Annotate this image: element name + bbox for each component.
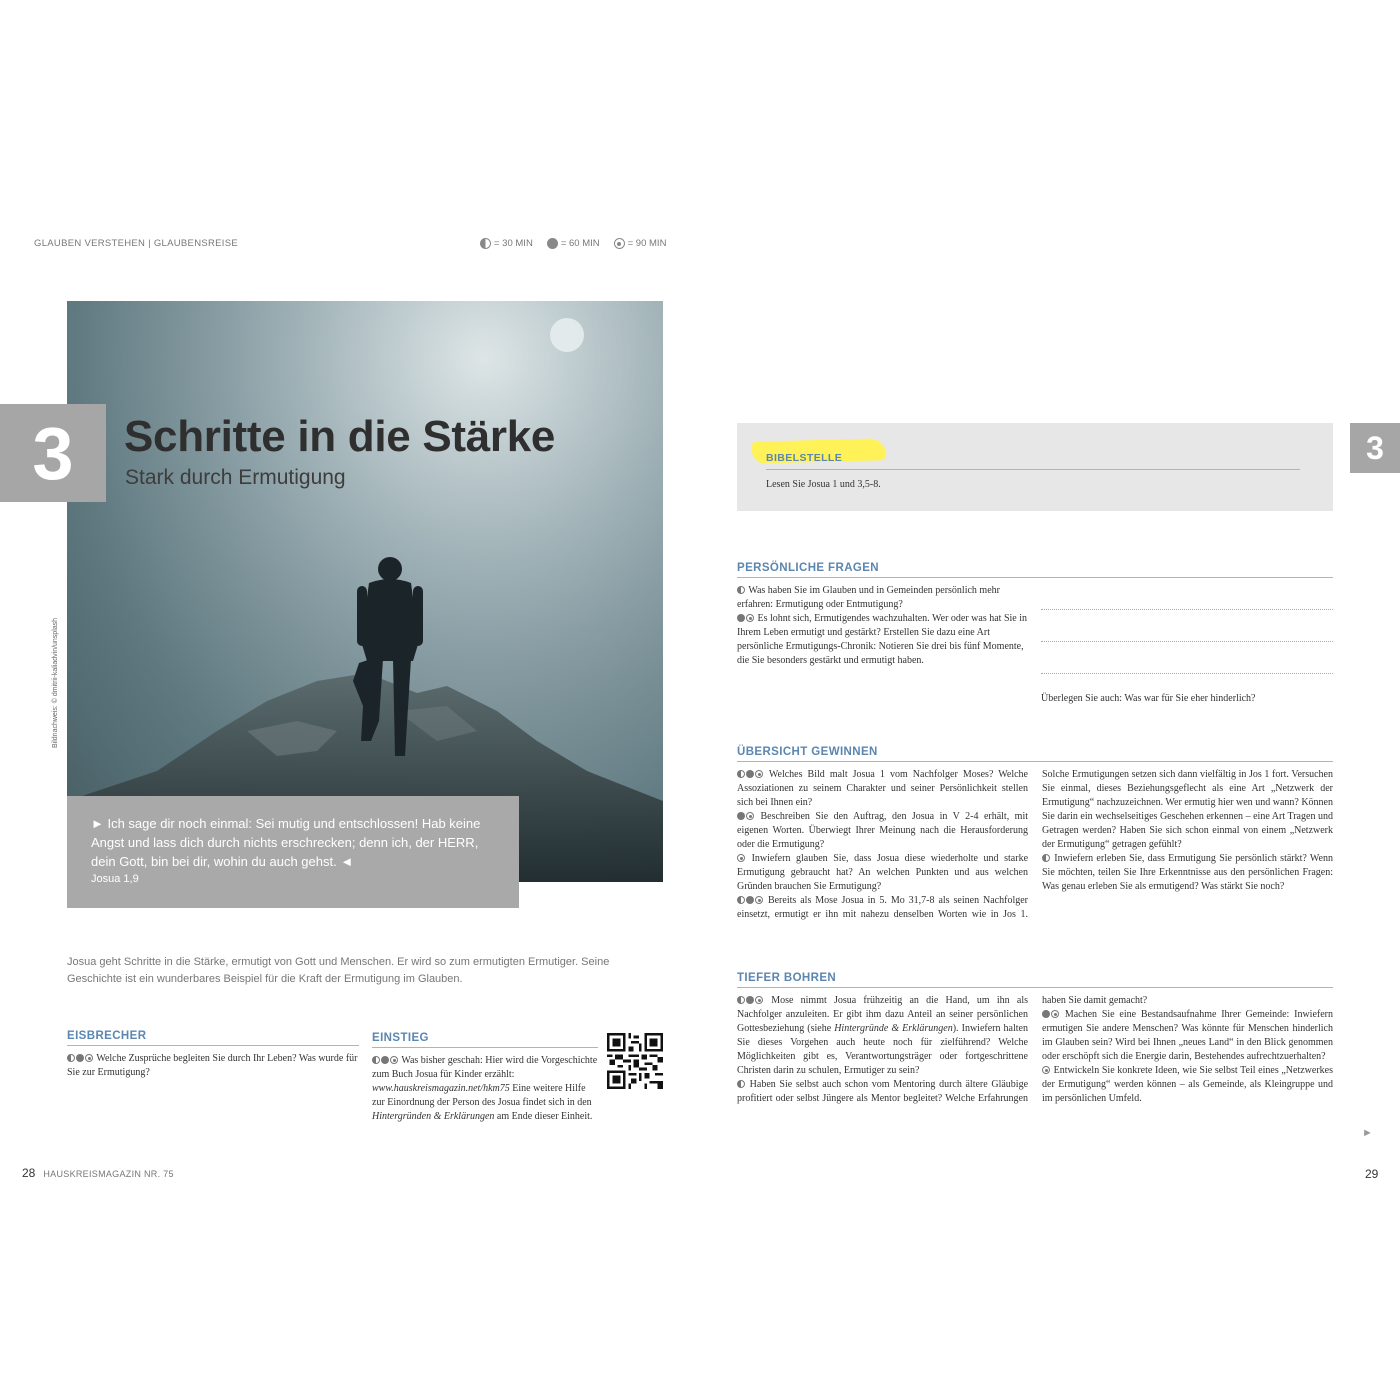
half-circle-icon [67,1054,75,1062]
ring-circle-icon [614,238,625,249]
half-circle-icon [480,238,491,249]
hiker-on-mountain-illustration [67,301,663,882]
ring-circle-icon [85,1054,93,1062]
half-circle-icon [737,996,745,1004]
note-line [1041,672,1333,674]
full-circle-icon [746,996,754,1004]
section-heading: BIBELSTELLE [766,452,843,464]
legend-60: = 60 MIN [547,238,600,249]
notes-area[interactable] [1041,584,1333,706]
half-circle-icon [737,586,745,594]
bibelstelle-text: Lesen Sie Josua 1 und 3,5-8. [766,479,881,490]
section-body: Mose nimmt Josua frühzeitig an die Hand, um ihn als Nachfolger anzuleiten. Er gibt ihm dazu Anteil an seiner persönlichen Gottesbeziehung (siehe Hintergründe & Erklärungen). Inwiefern halten Sie dieses Vorgehen auch heute noch für zielführend? Welche Möglichkeiten gibt es, Verantwortungsträger oder fortgeschrittene Christen darin zu schulen, Ermutiger zu sein? Haben Sie selbst auch schon vom Mentoring durch ältere Gläubige profitiert oder selbst Jüngere als Mentor begleitet? Welche Erfahrungen haben Sie damit gemacht? Machen Sie eine Bestandsaufnahme Ihrer Gemeinde: Inwiefern ermutigen Sie andere Menschen? Was könnte für Menschen hinderlich im Glauben sein? Wird bei Ihnen „neues Land“ in den Blick genommen oder erschöpft sich die Energie darin, Bestehendes aufrechtzuerhalten? Entwickeln Sie konkrete Ideen, wie Sie selbst Teil eines „Netzwerkes der Ermutigung“ werden können – als Gemeinde, als Kleingruppe und im persönlichen Umfeld. [737,995,1334,1104]
qr-code[interactable] [607,1033,663,1089]
section-body: Was haben Sie im Glauben und in Gemeinden persönlich mehr erfahren: Ermutigung oder Entmutigung? Es lohnt sich, Ermutigendes wachzuhalten. Wer oder was hat Sie in Ihrem Leben ermutigt und gestärkt? Erstellen Sie dazu eine Art persönliche Ermutigungs-Chronik: Notieren Sie drei bis fünf Momente, die Sie besonders gestärkt und ermutigt haben. [737,585,1027,666]
ring-circle-icon [755,770,763,778]
intro-text: Josua geht Schritte in die Stärke, ermutigt von Gott und Menschen. Er wird so zum ermutigten Ermutiger. Seine Geschichte ist ein wunderbares Beispiel für die Kraft der Ermutigung im Glauben. [67,956,610,985]
ring-circle-icon [755,996,763,1004]
bibelstelle-heading-row [766,448,1300,470]
hero-photo [67,301,663,882]
half-circle-icon [737,770,745,778]
verse-text: ► Ich sage dir noch einmal: Sei mutig und entschlossen! Hab keine Angst und lass dich durch nichts erschrecken; denn ich, der HERR, dein Gott, bin bei dir, wohin du auch gehst. ◄ [91,816,481,869]
full-circle-icon [746,770,754,778]
section-heading: PERSÖNLICHE FRAGEN [737,562,1333,578]
half-circle-icon [372,1056,380,1064]
section-heading: TIEFER BOHREN [737,972,1333,988]
moon-shape [550,318,584,352]
ring-circle-icon [737,854,745,862]
full-circle-icon [76,1054,84,1062]
page-number-right: 29 [1365,1167,1379,1181]
time-legend [480,238,666,249]
note-line [1041,640,1333,642]
aside-text: Überlegen Sie auch: Was war für Sie eher hinderlich? [1041,693,1256,704]
next-page-arrow-icon[interactable]: ► [1362,1127,1373,1139]
verse-reference: Josua 1,9 [91,873,139,885]
chapter-number: 3 [0,404,106,502]
ring-circle-icon [1042,1066,1050,1074]
note-line [1041,608,1333,610]
section-body: Was bisher geschah: Hier wird die Vorgeschichte zum Buch Josua für Kinder erzählt: www.hauskreismagazin.net/hkm75 Eine weitere Hilfe zur Einordnung der Person des Josua findet sich in den Hintergründen & Erklärungen am Ende dieser Einheit. [372,1055,598,1122]
ring-circle-icon [746,812,754,820]
full-circle-icon [381,1056,389,1064]
einstieg-section [372,1032,598,1124]
full-circle-icon [737,812,745,820]
section-heading: EISBRECHER [67,1030,359,1046]
ring-circle-icon [755,896,763,904]
einstieg-link[interactable]: www.hauskreismagazin.net/hkm75 [372,1083,510,1094]
legend-90: = 90 MIN [614,238,667,249]
tiefer-bohren-section [737,972,1333,1106]
page-number: 28 [22,1166,36,1180]
footer-left [22,1166,174,1180]
section-body: Welche Zusprüche begleiten Sie durch Ihr Leben? Was wurde für Sie zur Ermutigung? [67,1053,358,1078]
legend-30: = 30 MIN [480,238,533,249]
half-circle-icon [737,1080,745,1088]
half-circle-icon [1042,854,1050,862]
half-circle-icon [737,896,745,904]
page-title: Schritte in die Stärke [124,412,556,461]
breadcrumb: GLAUBEN VERSTEHEN | GLAUBENSREISE [34,238,239,249]
persoenliche-fragen-section [737,562,1333,714]
chapter-tab: 3 [1350,423,1400,473]
full-circle-icon [737,614,745,622]
verse-box [67,796,519,908]
full-circle-icon [746,896,754,904]
section-heading: ÜBERSICHT GEWINNEN [737,746,1333,762]
full-circle-icon [1042,1010,1050,1018]
section-heading: EINSTIEG [372,1032,598,1048]
magazine-name: HAUSKREISMAGAZIN NR. 75 [43,1169,174,1179]
eisbrecher-section [67,1030,359,1080]
full-circle-icon [547,238,558,249]
uebersicht-section [737,746,1333,922]
page-subtitle: Stark durch Ermutigung [125,466,346,489]
qr-code-icon [607,1033,663,1089]
section-body: Welches Bild malt Josua 1 vom Nachfolger Moses? Welche Assoziationen zu seinem Charakter und seiner Persönlichkeit stellen sich bei Ihnen ein? Beschreiben Sie den Auftrag, den Josua in V 2-4 erhält, mit eigenen Worten. Überwiegt Ihrer Meinung nach die Herausforderung oder die Ermutigung? Inwiefern glauben Sie, dass Josua diese wiederholte und starke Ermutigung gebraucht hat? An welchen Punkten und aus welchen Gründen brauchen Sie Ermutigung? Bereits als Mose Josua in 5. Mo 31,7-8 als seinen Nachfolger einsetzt, ermutigt er ihn mit nahezu denselben Worten wie in Jos 1. Solche Ermutigungen setzen sich dann vielfältig in Jos 1 fort. Versuchen Sie einmal, dieses Beziehungsgeflecht als eine Art „Netzwerk der Ermutigung“ nachzuzeichnen. Wer ermutig hier wen und wann? Können Sie darin ein wechselseitiges Geschehen erkennen – eine Art Tragen und Getragen werden? Haben Sie sich schon einmal von einem „Netzwerk der Ermutigung“ getragen gefühlt? Inwiefern erleben Sie, dass Ermutigung Sie persönlich stärkt? Wenn Sie möchten, teilen Sie Ihre Erkenntnisse aus den persönlichen Fragen: Was genau erleben Sie als ermutigend? Was stärkt Sie noch? [737,769,1333,920]
ring-circle-icon [746,614,754,622]
ring-circle-icon [1051,1010,1059,1018]
photo-credit: Bildnachweis: © dmitrii-kaliadvin/unsplash [52,617,59,748]
ring-circle-icon [390,1056,398,1064]
